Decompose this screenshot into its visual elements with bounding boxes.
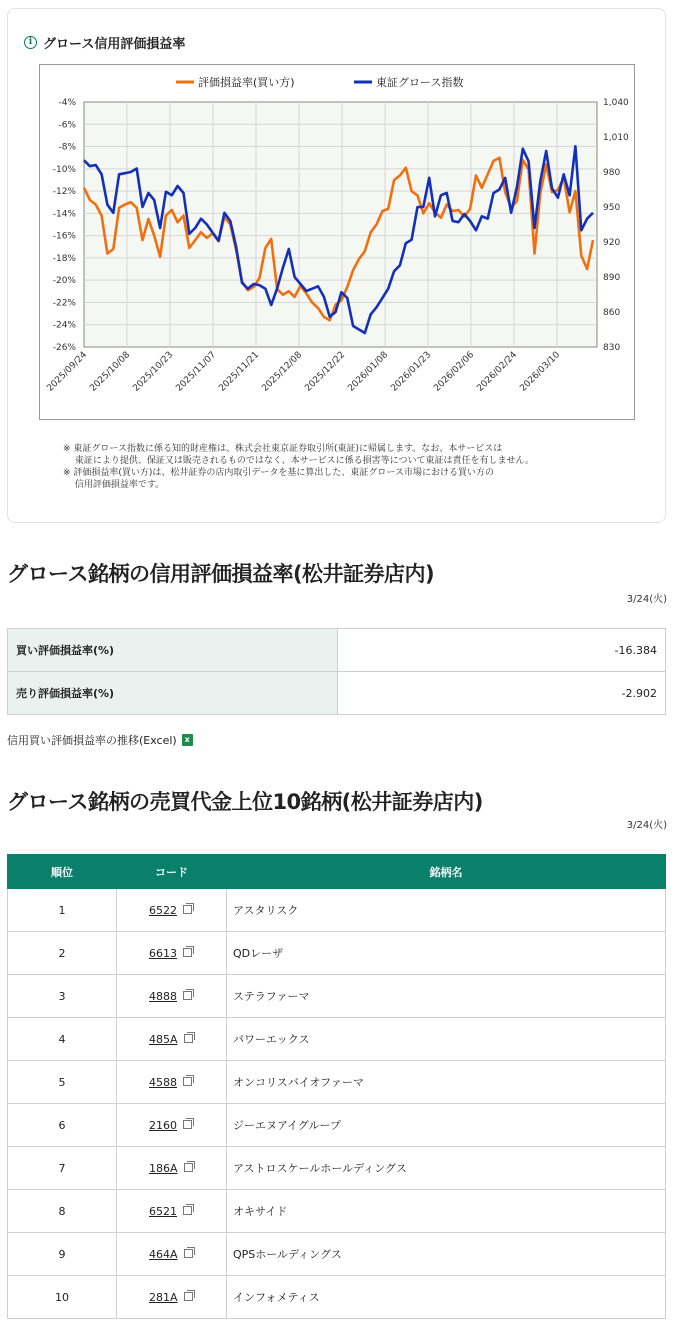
chart-frame xyxy=(39,64,635,420)
copy-icon[interactable] xyxy=(183,1077,192,1086)
x-axis-tick-label: 2025/10/08 xyxy=(88,350,133,394)
x-axis-tick-label: 2025/12/08 xyxy=(260,350,305,394)
left-axis-tick-label: -18% xyxy=(52,253,76,264)
rank-cell: 10 xyxy=(8,1276,117,1319)
rank-cell: 5 xyxy=(8,1061,117,1104)
left-axis-tick-label: -22% xyxy=(52,298,76,309)
code-cell xyxy=(117,1147,227,1190)
legend-label: 評価損益率(買い方) xyxy=(198,76,295,89)
code-cell xyxy=(117,1018,227,1061)
code-cell xyxy=(117,1061,227,1104)
rank-cell: 6 xyxy=(8,1104,117,1147)
copy-icon[interactable] xyxy=(183,1206,192,1215)
header-rank: 順位 xyxy=(8,855,117,889)
excel-link-text[interactable]: 信用買い評価損益率の推移(Excel) xyxy=(7,734,177,747)
left-axis-tick-label: -20% xyxy=(52,276,76,287)
margin-eval-date: 3/24(火) xyxy=(626,594,667,605)
table-row xyxy=(8,1104,666,1147)
table-row xyxy=(8,889,666,932)
rank-cell: 3 xyxy=(8,975,117,1018)
rank-cell: 9 xyxy=(8,1233,117,1276)
x-axis-tick-label: 2026/02/06 xyxy=(432,350,477,394)
left-axis-tick-label: -12% xyxy=(52,187,76,198)
table-row xyxy=(8,1147,666,1190)
right-axis-tick-label: 1,010 xyxy=(603,133,629,143)
left-axis-tick-label: -16% xyxy=(52,231,76,242)
note-line: ※ 東証グロース指数に係る知的財産権は、株式会社東京証券取引所(東証)に帰属します。なお、本サービスは xyxy=(63,444,503,454)
margin-eval-title: グロース銘柄の信用評価損益率(松井証券店内) xyxy=(7,562,435,586)
line-chart xyxy=(40,65,636,421)
table-row xyxy=(8,1061,666,1104)
table-row xyxy=(8,672,666,715)
table-row xyxy=(8,975,666,1018)
right-axis-tick-label: 920 xyxy=(603,238,621,248)
copy-icon[interactable] xyxy=(184,1249,193,1258)
x-axis-tick-label: 2026/02/24 xyxy=(475,350,520,394)
code-cell xyxy=(117,889,227,932)
stock-code-link[interactable]: 281A xyxy=(149,1290,178,1304)
x-axis-tick-label: 2025/10/23 xyxy=(131,350,176,394)
table-row xyxy=(8,1018,666,1061)
stock-name-cell: インフォメティス xyxy=(227,1276,666,1319)
chart-notes xyxy=(63,443,623,491)
rank-cell: 8 xyxy=(8,1190,117,1233)
copy-icon[interactable] xyxy=(183,948,192,957)
table-row xyxy=(8,1276,666,1319)
stock-name-cell: QDレーザ xyxy=(227,932,666,975)
right-axis-tick-label: 1,040 xyxy=(603,98,629,108)
code-cell xyxy=(117,1190,227,1233)
stock-code-link[interactable]: 464A xyxy=(149,1247,178,1261)
stock-name-cell: ステラファーマ xyxy=(227,975,666,1018)
right-axis-tick-label: 830 xyxy=(603,343,621,353)
stock-code-link[interactable]: 4588 xyxy=(149,1075,177,1089)
top10-date: 3/24(火) xyxy=(626,820,667,831)
x-axis-tick-label: 2026/01/08 xyxy=(346,350,391,394)
chart-card xyxy=(7,8,666,523)
left-axis-tick-label: -10% xyxy=(52,164,76,175)
code-cell xyxy=(117,1233,227,1276)
x-axis-tick-label: 2025/09/24 xyxy=(45,350,90,394)
x-axis-tick-label: 2025/11/21 xyxy=(217,350,262,394)
copy-icon[interactable] xyxy=(184,1163,193,1172)
table-row xyxy=(8,1233,666,1276)
left-axis-tick-label: -24% xyxy=(52,320,76,331)
stock-name-cell: アストロスケールホールディングス xyxy=(227,1147,666,1190)
copy-icon[interactable] xyxy=(183,991,192,1000)
right-axis-tick-label: 860 xyxy=(603,308,621,318)
table-row xyxy=(8,932,666,975)
x-axis-tick-label: 2025/12/22 xyxy=(303,350,348,394)
legend-label: 東証グロース指数 xyxy=(376,76,464,89)
x-axis-tick-label: 2026/01/23 xyxy=(389,350,434,394)
excel-icon[interactable]: x xyxy=(182,734,193,746)
left-axis-tick-label: -14% xyxy=(52,209,76,220)
stock-code-link[interactable]: 6521 xyxy=(149,1204,177,1218)
stock-name-cell: QPSホールディングス xyxy=(227,1233,666,1276)
chart-card-title xyxy=(24,33,185,52)
buy-eval-value: -16.384 xyxy=(338,629,666,672)
rank-cell: 7 xyxy=(8,1147,117,1190)
sell-eval-value: -2.902 xyxy=(338,672,666,715)
copy-icon[interactable] xyxy=(184,1292,193,1301)
right-axis-tick-label: 890 xyxy=(603,273,621,283)
stock-code-link[interactable]: 4888 xyxy=(149,989,177,1003)
copy-icon[interactable] xyxy=(183,1120,192,1129)
rank-cell: 1 xyxy=(8,889,117,932)
x-axis-tick-label: 2026/03/10 xyxy=(518,350,563,394)
left-axis-tick-label: -26% xyxy=(52,343,76,353)
right-axis-tick-label: 980 xyxy=(603,168,621,178)
left-axis-tick-label: -4% xyxy=(58,98,76,108)
stock-name-cell: オンコリスバイオファーマ xyxy=(227,1061,666,1104)
margin-eval-table xyxy=(7,628,666,715)
code-cell xyxy=(117,1104,227,1147)
copy-icon[interactable] xyxy=(183,905,192,914)
table-row xyxy=(8,629,666,672)
stock-code-link[interactable]: 6522 xyxy=(149,903,177,917)
header-code: コード xyxy=(117,855,227,889)
stock-name-cell: ジーエヌアイグループ xyxy=(227,1104,666,1147)
left-axis-tick-label: -6% xyxy=(58,120,76,131)
code-cell xyxy=(117,975,227,1018)
rank-cell: 2 xyxy=(8,932,117,975)
note-line: 東証により提供、保証又は販売されるものではなく、本サービスに係る損害等について東証は責任を有しません。 xyxy=(63,456,535,466)
code-cell xyxy=(117,932,227,975)
copy-icon[interactable] xyxy=(184,1034,193,1043)
stock-name-cell: オキサイド xyxy=(227,1190,666,1233)
top10-table xyxy=(7,854,666,1319)
table-header-row xyxy=(8,855,666,889)
stock-name-cell: パワーエックス xyxy=(227,1018,666,1061)
buy-eval-label: 買い評価損益率(%) xyxy=(8,629,338,672)
top10-title: グロース銘柄の売買代金上位10銘柄(松井証券店内) xyxy=(7,790,483,814)
note-line: 信用評価損益率です。 xyxy=(63,480,165,490)
stock-code-link[interactable]: 6613 xyxy=(149,946,177,960)
stock-name-cell: アスタリスク xyxy=(227,889,666,932)
code-cell xyxy=(117,1276,227,1319)
chart-title-text: グロース信用評価損益率 xyxy=(43,37,186,52)
stock-code-link[interactable]: 485A xyxy=(149,1032,178,1046)
sell-eval-label: 売り評価損益率(%) xyxy=(8,672,338,715)
note-line: ※ 評価損益率(買い方)は、松井証券の店内取引データを基に算出した、東証グロース市場における買い方の xyxy=(63,468,494,478)
stock-code-link[interactable]: 186A xyxy=(149,1161,178,1175)
x-axis-tick-label: 2025/11/07 xyxy=(174,350,219,394)
right-axis-tick-label: 950 xyxy=(603,203,621,213)
info-icon[interactable]: i xyxy=(24,36,37,49)
excel-download-link[interactable] xyxy=(7,732,193,748)
header-name: 銘柄名 xyxy=(227,855,666,889)
rank-cell: 4 xyxy=(8,1018,117,1061)
left-axis-tick-label: -8% xyxy=(58,142,76,153)
stock-code-link[interactable]: 2160 xyxy=(149,1118,177,1132)
table-row xyxy=(8,1190,666,1233)
